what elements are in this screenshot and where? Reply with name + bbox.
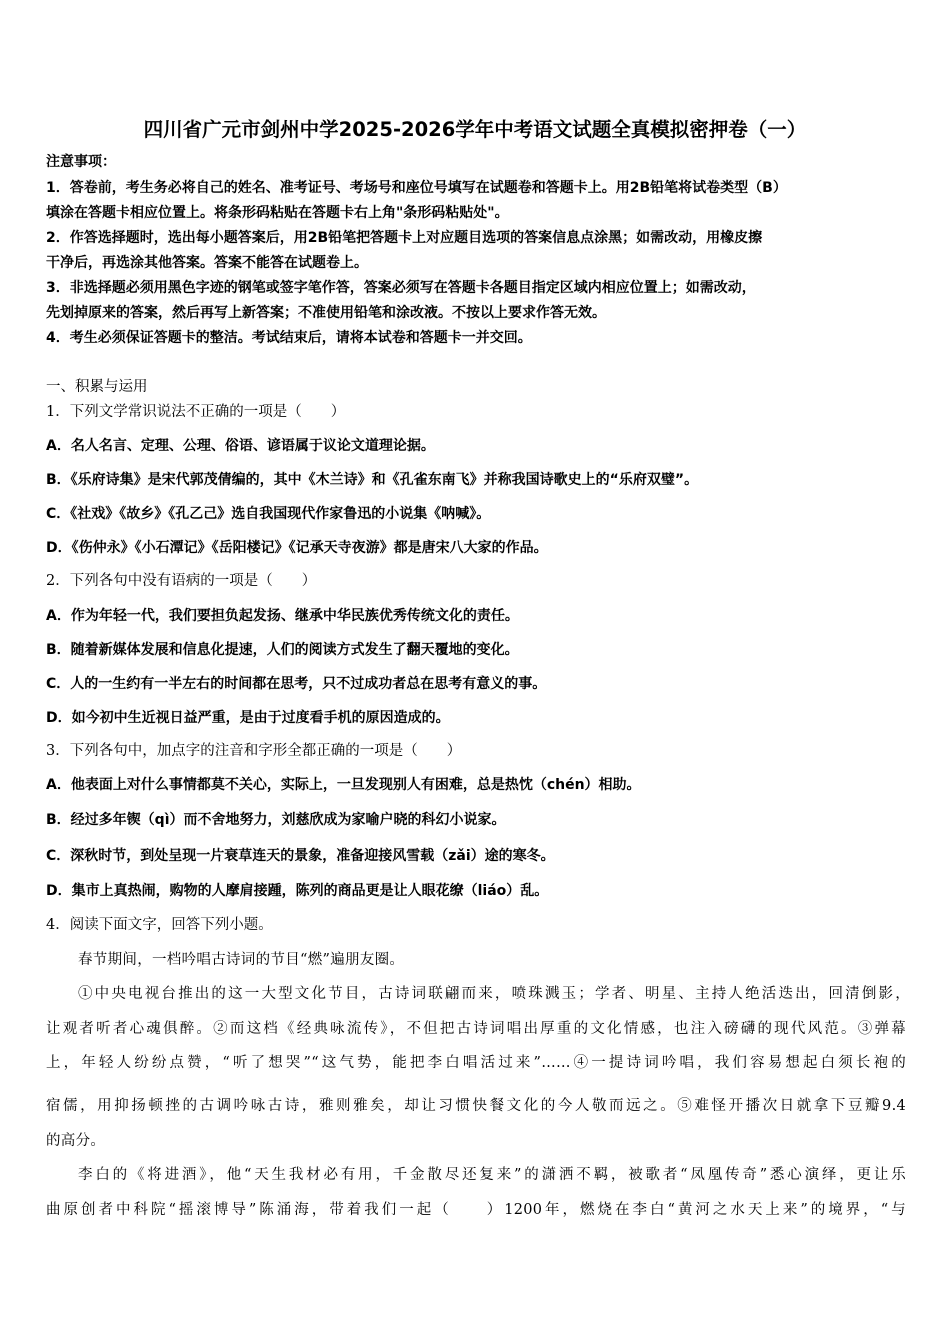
notice-line: 干净后，再选涂其他答案。答案不能答在试题卷上。 — [46, 255, 368, 271]
passage-line: 曲原创者中科院“摇滚博导”陈涌海，带着我们一起（ ）1200年，燃烧在李白“黄河之水天上来”的境界，“与 — [46, 1202, 906, 1218]
notice-line: 3．非选择题必须用黑色字迹的钢笔或签字笔作答，答案必须写在答题卡各题目指定区域内相应位置上；如需改动， — [46, 280, 756, 296]
option: C．深秋时节，到处呈现一片衰草连天的景象，准备迎接风雪载（zǎi）途的寒冬。 — [46, 848, 555, 864]
notice-line: 4．考生必须保证答题卡的整洁。考试结束后，请将本试卷和答题卡一并交回。 — [46, 330, 532, 346]
question-stem: 2．下列各句中没有语病的一项是（ ） — [46, 573, 317, 589]
passage-line: 宿儒，用抑扬顿挫的古调吟咏古诗，雅则雅矣，却让习惯快餐文化的今人敬而远之。⑤难怪开播次日就拿下豆瓣9.4 — [46, 1098, 906, 1114]
option: B．随着新媒体发展和信息化提速，人们的阅读方式发生了翻天覆地的变化。 — [46, 642, 519, 658]
option: C．人的一生约有一半左右的时间都在思考，只不过成功者总在思考有意义的事。 — [46, 676, 547, 692]
option: A．作为年轻一代，我们要担负起发扬、继承中华民族优秀传统文化的责任。 — [46, 608, 519, 624]
notice-line: 填涂在答题卡相应位置上。将条形码粘贴在答题卡右上角"条形码粘贴处"。 — [46, 205, 509, 221]
option: D．《伤仲永》《小石潭记》《岳阳楼记》《记承天寺夜游》都是唐宋八大家的作品。 — [46, 540, 548, 556]
exam-title: 四川省广元市剑州中学2025-2026学年中考语文试题全真模拟密押卷（一） — [143, 118, 807, 141]
passage-line: 上，年轻人纷纷点赞，“听了想哭”“这气势，能把李白唱活过来”……④一提诗词吟唱，我们容易想起白须长袍的 — [46, 1055, 906, 1071]
notice-heading: 注意事项： — [46, 154, 116, 170]
passage-line: 春节期间，一档吟唱古诗词的节目“燃”遍朋友圈。 — [78, 952, 405, 968]
passage-line: 的高分。 — [46, 1133, 106, 1149]
option: A．他表面上对什么事情都莫不关心，实际上，一旦发现别人有困难，总是热忱（chén）相助。 — [46, 777, 641, 793]
option: C．《社戏》《故乡》《孔乙己》选自我国现代作家鲁迅的小说集《呐喊》。 — [46, 506, 491, 522]
section-heading: 一、积累与运用 — [46, 379, 148, 395]
passage-line: 让观者听者心魂俱醉。②而这档《经典咏流传》，不但把古诗词唱出厚重的文化情感，也注入磅礴的现代风范。③弹幕 — [46, 1021, 906, 1037]
notice-line: 2．作答选择题时，选出每小题答案后，用2B铅笔把答题卡上对应题目选项的答案信息点涂黑；如需改动，用橡皮擦 — [46, 230, 763, 246]
passage-line: 李白的《将进酒》，他“天生我材必有用，千金散尽还复来”的潇洒不羁，被歌者“凤凰传奇”悉心演绎，更让乐 — [78, 1167, 906, 1183]
question-stem: 3．下列各句中，加点字的注音和字形全都正确的一项是（ ） — [46, 743, 462, 759]
option: D．集市上真热闹，购物的人摩肩接踵，陈列的商品更是让人眼花缭（liáo）乱。 — [46, 883, 549, 899]
passage-line: ①中央电视台推出的这一大型文化节目，古诗词联翩而来，喷珠溅玉；学者、明星、主持人绝活迭出，回清倒影， — [78, 986, 910, 1002]
notice-line: 先划掉原来的答案，然后再写上新答案；不准使用铅笔和涂改液。不按以上要求作答无效。 — [46, 305, 606, 321]
option: D．如今初中生近视日益严重，是由于过度看手机的原因造成的。 — [46, 710, 450, 726]
question-stem: 4．阅读下面文字，回答下列小题。 — [46, 917, 273, 933]
option: B．《乐府诗集》是宋代郭茂倩编的，其中《木兰诗》和《孔雀东南飞》并称我国诗歌史上的“乐府双璧”。 — [46, 472, 699, 488]
question-stem: 1．下列文学常识说法不正确的一项是（ ） — [46, 404, 346, 420]
option: A．名人名言、定理、公理、俗语、谚语属于议论文道理论据。 — [46, 438, 435, 454]
notice-line: 1．答卷前，考生务必将自己的姓名、准考证号、考场号和座位号填写在试题卷和答题卡上。用2B铅笔将试卷类型（B） — [46, 180, 787, 196]
option: B．经过多年锲（qì）而不舍地努力，刘慈欣成为家喻户晓的科幻小说家。 — [46, 812, 506, 828]
